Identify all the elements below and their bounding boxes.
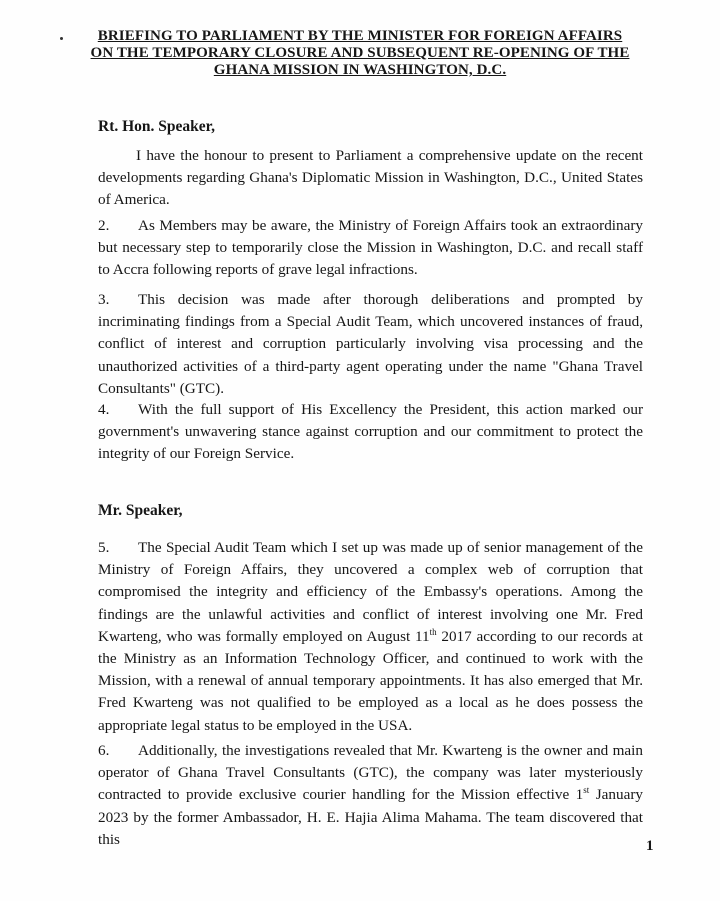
salutation-speaker: Rt. Hon. Speaker, <box>98 118 215 135</box>
paragraph-number: 4. <box>98 401 110 418</box>
paragraph-number: 2. <box>98 217 110 234</box>
ordinal-suffix: th <box>429 626 437 637</box>
paragraph-text: With the full support of His Excellency the President, this action marked our government's unwavering stance against corruption and our commitment to protect the integrity of our Foreign Service. <box>98 401 643 463</box>
paragraph-6 <box>98 740 643 851</box>
document-title <box>60 28 660 79</box>
paragraph-number: 6. <box>98 742 110 759</box>
paragraph-4 <box>98 399 643 466</box>
paragraph-text-b: 2017 according to our records at the Ministry as an Information Technology Officer, and continued to work with the Mission, with a renewal of annual temporary appointments. It has also emerged that Mr. Fred Kwarteng was not qualified to be employed as a local as he does possess the appropriate legal status to be employed in the USA. <box>98 627 643 734</box>
paragraph-5 <box>98 537 643 737</box>
intro-paragraph <box>98 145 643 212</box>
title-line-2: ON THE TEMPORARY CLOSURE AND SUBSEQUENT RE-OPENING OF THE <box>90 45 630 61</box>
title-line-3: GHANA MISSION IN WASHINGTON, D.C. <box>213 62 507 78</box>
paragraph-2 <box>98 215 643 282</box>
title-line-1: BRIEFING TO PARLIAMENT BY THE MINISTER FOR FOREIGN AFFAIRS <box>97 28 623 44</box>
intro-text: I have the honour to present to Parliament a comprehensive update on the recent developments regarding Ghana's Diplomatic Mission in Washington, D.C., United States of America. <box>98 147 643 209</box>
page-number: 1 <box>646 838 654 854</box>
paragraph-text-b: January 2023 by the former Ambassador, H. E. Hajia Alima Mahama. The team discovered that this <box>98 786 643 848</box>
paragraph-text-a: Additionally, the investigations revealed that Mr. Kwarteng is the owner and main operator of Ghana Travel Consultants (GTC), the company was later mysteriously contracted to provide exclusive courier handling for the Mission effective 1 <box>98 742 643 804</box>
paragraph-number: 5. <box>98 539 110 556</box>
paragraph-text: As Members may be aware, the Ministry of Foreign Affairs took an extraordinary but necessary step to temporarily close the Mission in Washington, D.C. and recall staff to Accra following reports of grave legal infractions. <box>98 217 643 279</box>
paragraph-3 <box>98 289 643 400</box>
paragraph-text-a: The Special Audit Team which I set up was made up of senior management of the Ministry of Foreign Affairs, they uncovered a complex web of corruption that compromised the integrity and efficiency of the Embassy's operations. Among the findings are the unlawful activities and conflict of interest involving one Mr. Fred Kwarteng, who was formally employed on August 11 <box>98 539 643 645</box>
ordinal-suffix: st <box>583 785 590 796</box>
paragraph-number: 3. <box>98 291 110 308</box>
salutation-mr-speaker: Mr. Speaker, <box>98 502 183 519</box>
paragraph-text: This decision was made after thorough deliberations and prompted by incriminating findings from a Special Audit Team, which uncovered instances of fraud, conflict of interest and corruption particularly involving visa processing and the unauthorized activities of a third-party agent operating under the name "Ghana Travel Consultants" (GTC). <box>98 291 643 397</box>
